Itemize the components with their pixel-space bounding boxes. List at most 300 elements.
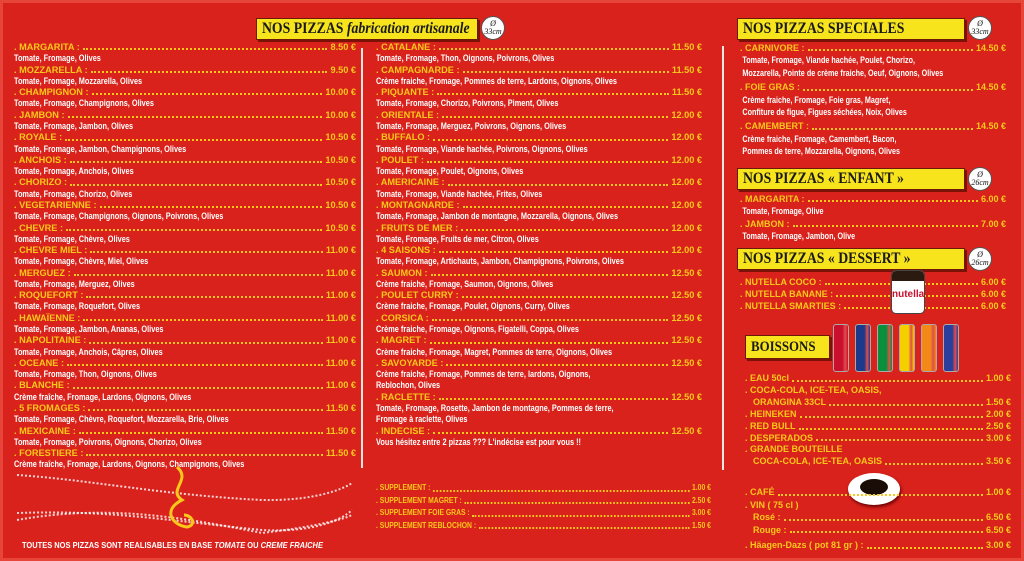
menu-item <box>14 42 356 65</box>
dotted-leader <box>439 48 669 50</box>
dotted-leader <box>430 342 669 344</box>
item-price: 3.00 € <box>985 540 1011 551</box>
item-name: . FRUITS DE MER : <box>376 222 459 233</box>
menu-item <box>14 290 356 313</box>
item-price: 12.00 € <box>671 199 702 210</box>
footer-base-creme: CREME FRAICHE <box>260 540 323 550</box>
item-description: Tomate, Fromage, Poivrons, Oignons, Chorizo, Olives <box>14 436 202 447</box>
menu-item-row <box>745 539 1011 552</box>
main-header-text <box>262 19 470 39</box>
menu-item-row <box>745 409 1011 421</box>
menu-item <box>740 42 1006 79</box>
item-description: Mozzarella, Pointe de crème fraiche, Oeuf, Oignons, Olives <box>742 67 944 78</box>
item-price: 2.50 € <box>691 495 711 505</box>
menu-item-row <box>14 335 356 346</box>
item-price: 1.00 € <box>691 483 711 492</box>
dotted-leader <box>790 531 983 533</box>
menu-item <box>14 177 356 200</box>
dotted-leader <box>70 184 322 186</box>
menu-item-row <box>376 65 702 76</box>
menu-item-row <box>14 426 356 437</box>
item-name: . ROYALE : <box>14 132 63 143</box>
item-name: . JAMBON : <box>740 218 790 229</box>
menu-item <box>376 426 702 449</box>
menu-item-row <box>740 276 1006 288</box>
item-name: . SUPPLEMENT MAGRET : <box>376 495 462 505</box>
item-price: 10.50 € <box>325 222 356 233</box>
item-description: Tomate, Fromage, Thon, Oignons, Poivrons, Olives <box>376 53 555 64</box>
menu-item-row <box>740 120 1006 132</box>
footer-or: OU <box>247 540 259 550</box>
menu-item-row <box>14 290 356 301</box>
menu-item-row <box>376 110 702 121</box>
dotted-leader <box>448 184 669 186</box>
menu-item <box>740 288 1006 300</box>
item-description: Tomate, Fromage, Champignons, Oignons, Poivrons, Olives <box>14 211 224 222</box>
item-price: 12.00 € <box>671 109 702 120</box>
boissons-title: BOISSONS <box>751 339 816 355</box>
menu-item-row <box>745 373 1011 385</box>
menu-item <box>376 65 702 88</box>
item-name: . NUTELLA SMARTIES : <box>740 301 842 311</box>
dotted-leader <box>432 319 669 321</box>
item-description: Tomate, Fromage, Olives <box>14 53 101 64</box>
item-name: COCA-COLA, ICE-TEA, OASIS <box>753 456 883 467</box>
menu-item <box>14 132 356 155</box>
item-price: 11.50 € <box>325 425 356 436</box>
size-badge-dessert: Ø 26cm <box>968 247 992 271</box>
size-text: 33cm <box>484 27 502 36</box>
dotted-leader <box>433 432 668 434</box>
item-price: 6.50 € <box>985 524 1011 535</box>
menu-item-row <box>740 193 1006 205</box>
footer-base-tomate: TOMATE <box>214 540 246 550</box>
menu-item <box>376 223 702 246</box>
drink-item <box>745 421 1011 433</box>
supplement-list <box>376 482 711 532</box>
dotted-leader <box>433 490 689 492</box>
footer-note <box>22 540 323 550</box>
menu-item-row <box>14 177 356 188</box>
menu-item <box>376 87 702 110</box>
item-name: . CAMEMBERT : <box>740 121 809 132</box>
dotted-leader <box>427 161 668 163</box>
menu-item-row <box>14 380 356 391</box>
menu-item <box>376 335 702 358</box>
menu-item <box>14 110 356 133</box>
item-price: 11.50 € <box>325 403 356 413</box>
item-name: . MARGARITA : <box>14 42 80 52</box>
item-price: 12.50 € <box>671 267 702 278</box>
item-description: Tomate, Fromage, Rosette, Jambon de montagne, Pommes de terre, <box>376 403 614 413</box>
dotted-leader <box>479 527 690 529</box>
item-price: 2.00 € <box>985 408 1011 419</box>
item-name: . AMERICAINE : <box>376 177 445 188</box>
menu-item-row <box>376 335 702 346</box>
drink-item <box>745 433 1011 445</box>
item-description: Tomate, Fromage, Viande hachée, Poulet, Chorizo, <box>742 55 915 66</box>
pizza-list-left <box>14 42 356 471</box>
size-badge-enfant: Ø 26cm <box>968 167 992 191</box>
menu-item <box>376 268 702 291</box>
menu-item <box>376 42 702 65</box>
item-price: 9.50 € <box>330 64 356 75</box>
item-name: . FOIE GRAS : <box>740 82 801 93</box>
dotted-leader <box>65 139 322 141</box>
menu-item-row <box>376 87 702 98</box>
item-description: Tomate, Fromage, Artichauts, Jambon, Champignons, Poivrons, Olives <box>376 256 624 267</box>
item-name: Rosé : <box>753 512 781 523</box>
menu-item-row <box>376 495 711 508</box>
menu-item <box>14 155 356 178</box>
menu-item-row <box>14 110 356 121</box>
item-description: Tomate, Fromage, Mozzarella, Olives <box>14 75 143 86</box>
drink-item <box>745 444 1011 468</box>
menu-item-row <box>14 358 356 369</box>
item-description: Crème fraîche, Fromage, Lardons, Oignons, Champignons, Olives <box>14 459 245 470</box>
menu-item <box>376 132 702 155</box>
menu-item-row <box>376 200 702 211</box>
item-price: 14.50 € <box>975 121 1006 132</box>
main-header-title: NOS PIZZAS <box>262 20 344 37</box>
divider-right <box>722 46 724 470</box>
item-name: . POULET : <box>376 154 424 165</box>
item-description: Tomate, Fromage, Jambon, Ananas, Olives <box>14 324 164 335</box>
item-price: 11.00 € <box>325 335 356 346</box>
menu-item-row <box>14 268 356 279</box>
item-description: Tomate, Fromage, Chorizo, Poivrons, Piment, Olives <box>376 98 559 109</box>
menu-item <box>740 276 1006 288</box>
footer-text: TOUTES NOS PIZZAS SONT REALISABLES EN BASE <box>22 540 213 550</box>
item-price: 11.50 € <box>325 448 356 459</box>
menu-item-row <box>740 300 1006 312</box>
menu-item-row <box>376 42 702 53</box>
item-name: . NUTELLA COCO : <box>740 277 822 287</box>
menu-item <box>14 200 356 223</box>
item-name: . NAPOLITAINE : <box>14 335 87 346</box>
dotted-leader <box>442 116 668 118</box>
item-description: Tomate, Fromage, Merguez, Poivrons, Oignons, Olives <box>376 120 567 131</box>
item-name: . INDECISE : <box>376 425 431 436</box>
speciales-title: NOS PIZZAS SPECIALES <box>743 20 905 37</box>
dotted-leader <box>439 398 669 400</box>
item-name: . PIQUANTE : <box>376 87 435 98</box>
item-price: 11.00 € <box>325 312 356 323</box>
size-text: 26cm <box>971 178 989 187</box>
dotted-leader <box>800 416 983 418</box>
menu-item-row <box>14 313 356 324</box>
item-description: Tomate, Fromage, Olive <box>742 206 824 217</box>
dotted-leader <box>462 296 669 298</box>
size-badge-33cm <box>481 16 505 40</box>
item-price: 6.50 € <box>985 512 1011 523</box>
dotted-leader <box>66 229 322 231</box>
dotted-leader <box>784 519 983 521</box>
dotted-leader <box>439 251 669 253</box>
enfant-header <box>737 168 965 190</box>
item-description: Fromage à raclette, Olives <box>376 414 468 425</box>
dotted-leader <box>67 364 323 366</box>
item-description: Tomate, Fromage, Chèvre, Olives <box>14 233 130 244</box>
menu-item <box>740 120 1006 157</box>
dessert-header <box>737 248 965 270</box>
item-price: 11.00 € <box>325 267 356 278</box>
menu-item <box>14 87 356 110</box>
enfant-title: NOS PIZZAS « ENFANT » <box>743 170 904 187</box>
item-description: Vous hésitez entre 2 pizzas ??? L'indécise est pour vous !! <box>376 436 582 447</box>
dotted-leader <box>472 515 689 517</box>
dotted-leader <box>431 274 669 276</box>
dotted-leader <box>464 502 689 504</box>
menu-item <box>14 335 356 358</box>
item-description: Tomate, Fromage, Chèvre, Roquefort, Mozzarella, Brie, Olives <box>14 414 229 425</box>
item-price: 10.50 € <box>325 154 356 165</box>
item-name: . CHAMPIGNON : <box>14 87 89 98</box>
item-price: 12.00 € <box>671 177 702 188</box>
item-price: 6.00 € <box>980 277 1006 287</box>
dotted-leader <box>73 387 323 389</box>
item-description: Tomate, Fromage, Chorizo, Olives <box>14 188 133 199</box>
menu-item-row <box>14 403 356 414</box>
item-name: . JAMBON : <box>14 109 65 120</box>
menu-item-row <box>14 155 356 166</box>
item-name: Rouge : <box>753 524 787 535</box>
menu-item-row <box>745 421 1011 433</box>
dotted-leader <box>100 206 323 208</box>
item-name: . ROQUEFORT : <box>14 290 84 301</box>
item-name: . 5 FROMAGES : <box>14 403 86 413</box>
item-name: . SAVOYARDE : <box>376 357 444 368</box>
item-price: 12.50 € <box>671 391 702 402</box>
dessert-title: NOS PIZZAS « DESSERT » <box>743 250 911 267</box>
menu-item <box>740 300 1006 312</box>
item-name: . CATALANE : <box>376 42 436 52</box>
speciales-list <box>740 42 1006 158</box>
item-description: Tomate, Fromage, Champignons, Olives <box>14 98 154 109</box>
divider-left <box>361 48 363 468</box>
menu-item-row <box>740 218 1006 230</box>
speciales-header <box>737 18 965 40</box>
cafe-vin-list <box>745 486 1011 552</box>
main-header <box>256 18 478 40</box>
menu-item-row <box>376 520 711 533</box>
item-price: 10.50 € <box>325 132 356 143</box>
item-description: Tomate, Fromage, Jambon, Olives <box>14 120 134 131</box>
item-description: Crème fraiche, Fromage, Foie gras, Magret, <box>742 94 891 105</box>
menu-item <box>14 313 356 336</box>
item-name: . ORIENTALE : <box>376 109 440 120</box>
item-description: Crème fraiche, Fromage, Oignons, Figatelli, Coppa, Olives <box>376 324 579 335</box>
item-description: Crème fraiche, Fromage, Poulet, Oignons, Curry, Olives <box>376 301 570 312</box>
item-name: . SAUMON : <box>376 267 428 278</box>
menu-item-row <box>14 223 356 234</box>
item-name: . OCEANE : <box>14 357 65 368</box>
item-name: . CAMPAGNARDE : <box>376 64 460 75</box>
menu-item <box>376 245 702 268</box>
item-price: 14.50 € <box>975 43 1006 53</box>
menu-item <box>376 392 702 426</box>
dotted-leader <box>437 93 669 95</box>
dotted-leader <box>799 428 983 430</box>
item-price: 3.00 € <box>691 508 711 518</box>
dotted-leader <box>792 380 983 382</box>
item-name: . CAFÉ <box>745 487 775 497</box>
item-name: . ANCHOIS : <box>14 154 67 165</box>
item-description: Crème fraiche, Fromage, Saumon, Oignons, Olives <box>376 278 554 289</box>
item-price: 3.00 € <box>985 432 1011 443</box>
item-price: 3.50 € <box>985 456 1011 467</box>
item-description: Tomate, Fromage, Jambon de montagne, Mozzarella, Oignons, Olives <box>376 211 619 222</box>
item-price: 1.50 € <box>985 396 1011 407</box>
item-price: 6.00 € <box>980 194 1006 204</box>
menu-item-row <box>740 288 1006 300</box>
item-price: 12.50 € <box>671 425 702 436</box>
dotted-leader <box>778 494 983 496</box>
drink-item <box>745 409 1011 421</box>
dotted-leader <box>68 116 323 118</box>
dotted-leader <box>812 128 973 130</box>
dotted-leader <box>808 200 978 202</box>
dotted-leader <box>446 364 668 366</box>
dotted-leader <box>433 139 668 141</box>
item-description: Tomate, Fromage, Anchois, Câpres, Olives <box>14 346 163 357</box>
item-price: 1.00 € <box>985 487 1011 497</box>
item-price: 11.50 € <box>671 42 702 52</box>
item-description: Tomate, Fromage, Fruits de mer, Citron, Olives <box>376 233 539 244</box>
item-name: . CORSICA : <box>376 312 429 323</box>
item-name: . MOZZARELLA : <box>14 64 88 75</box>
nutella-label: nutella <box>892 289 925 300</box>
item-price: 6.00 € <box>980 301 1006 311</box>
item-name: . CHORIZO : <box>14 177 68 188</box>
menu-item-row <box>14 200 356 211</box>
item-description: Tomate, Fromage, Jambon, Olive <box>742 231 856 242</box>
menu-item-row <box>14 65 356 76</box>
drink-can <box>899 324 915 372</box>
menu-item <box>376 110 702 133</box>
item-name: ORANGINA 33CL <box>753 396 827 407</box>
menu-item <box>14 403 356 426</box>
item-price: 11.50 € <box>671 64 702 75</box>
drink-can <box>921 324 937 372</box>
item-price: 2.50 € <box>985 420 1011 431</box>
menu-item-row <box>376 132 702 143</box>
menu-item <box>376 313 702 336</box>
dotted-leader <box>793 225 978 227</box>
menu-item <box>14 223 356 246</box>
dotted-leader <box>89 342 323 344</box>
menu-item <box>376 155 702 178</box>
item-name: . RACLETTE : <box>376 391 436 402</box>
item-price: 12.50 € <box>671 312 702 323</box>
menu-item <box>740 81 1006 118</box>
dotted-leader <box>808 49 973 51</box>
item-name: . CHEVRE : <box>14 222 64 233</box>
item-name: . EAU 50cl <box>745 373 790 383</box>
dotted-leader <box>829 404 983 406</box>
dotted-leader <box>803 89 973 91</box>
item-price: 10.50 € <box>325 199 356 210</box>
menu-item-row <box>376 482 711 495</box>
item-price: 12.50 € <box>671 357 702 368</box>
item-description: Reblochon, Olives <box>376 380 441 391</box>
item-name: . RED BULL <box>745 420 796 431</box>
item-price: 11.00 € <box>325 380 356 391</box>
item-name: . VEGETARIENNE : <box>14 199 97 210</box>
enfant-list <box>740 193 1006 243</box>
item-price: 10.50 € <box>325 177 356 188</box>
item-description: Crème fraiche, Fromage, Magret, Pommes de terre, Oignons, Olives <box>376 346 613 357</box>
diameter-symbol: Ø <box>490 19 496 28</box>
item-price: 12.00 € <box>671 154 702 165</box>
boissons-list <box>745 373 1011 468</box>
item-name: . SUPPLEMENT REBLOCHON : <box>376 520 477 530</box>
menu-item <box>14 358 356 381</box>
item-price: 11.00 € <box>325 245 356 256</box>
dotted-leader <box>86 454 322 456</box>
item-price: 1.00 € <box>985 373 1011 383</box>
item-description: Tomate, Fromage, Anchois, Olives <box>14 166 134 177</box>
item-description: Tomate, Fromage, Poulet, Oignons, Olives <box>376 166 524 177</box>
item-price: 12.00 € <box>671 245 702 256</box>
item-name: . NUTELLA BANANE : <box>740 289 834 299</box>
item-price: 10.00 € <box>325 109 356 120</box>
item-name: . HAWAÏENNE : <box>14 312 81 323</box>
dotted-leader <box>463 206 669 208</box>
item-description: Tomate, Fromage, Viande hachée, Poivrons, Oignons, Olives <box>376 143 588 154</box>
item-description: Confiture de figue, Figues séchées, Noix, Olives <box>742 107 907 118</box>
item-name: . SUPPLEMENT FOIE GRAS : <box>376 508 470 518</box>
menu-item <box>14 426 356 449</box>
menu-item-row <box>376 223 702 234</box>
menu-item <box>740 193 1006 218</box>
item-name: . CARNIVORE : <box>740 43 805 53</box>
item-name: . MEXICAINE : <box>14 425 76 436</box>
drink-can <box>877 324 893 372</box>
drink-name-line: . GRANDE BOUTEILLE <box>745 444 843 455</box>
drink-can <box>943 324 959 372</box>
item-description: Tomate, Fromage, Jambon, Champignons, Olives <box>14 143 187 154</box>
dotted-leader <box>74 274 323 276</box>
dotted-leader <box>83 48 328 50</box>
item-description: Crème fraiche, Fromage, Pommes de terre, lardons, Oignons, <box>376 369 591 380</box>
size-text: 33cm <box>971 27 989 36</box>
item-name: . MAGRET : <box>376 335 427 346</box>
dotted-leader <box>885 463 983 465</box>
item-description: Tomate, Fromage, Merguez, Olives <box>14 278 135 289</box>
menu-item <box>740 218 1006 243</box>
menu-item <box>14 245 356 268</box>
menu-item <box>14 65 356 88</box>
menu-item-row <box>376 245 702 256</box>
item-price: 6.00 € <box>980 289 1006 299</box>
item-price: 1.50 € <box>691 520 711 530</box>
item-name: . MERGUEZ : <box>14 267 71 278</box>
item-name: . SUPPLEMENT : <box>376 483 431 492</box>
menu-item-row <box>745 433 1011 445</box>
dotted-leader <box>92 93 323 95</box>
item-price: 11.00 € <box>325 290 356 301</box>
menu-item-row <box>745 397 1011 409</box>
menu-item-row <box>14 87 356 98</box>
item-description: Tomate, Fromage, Viande hachée, Frites, Olives <box>376 188 543 199</box>
dotted-leader <box>83 319 322 321</box>
drink-can <box>833 324 849 372</box>
dotted-leader <box>90 251 323 253</box>
item-price: 12.50 € <box>671 335 702 346</box>
menu-item-row <box>14 448 356 459</box>
size-text: 26cm <box>971 258 989 267</box>
